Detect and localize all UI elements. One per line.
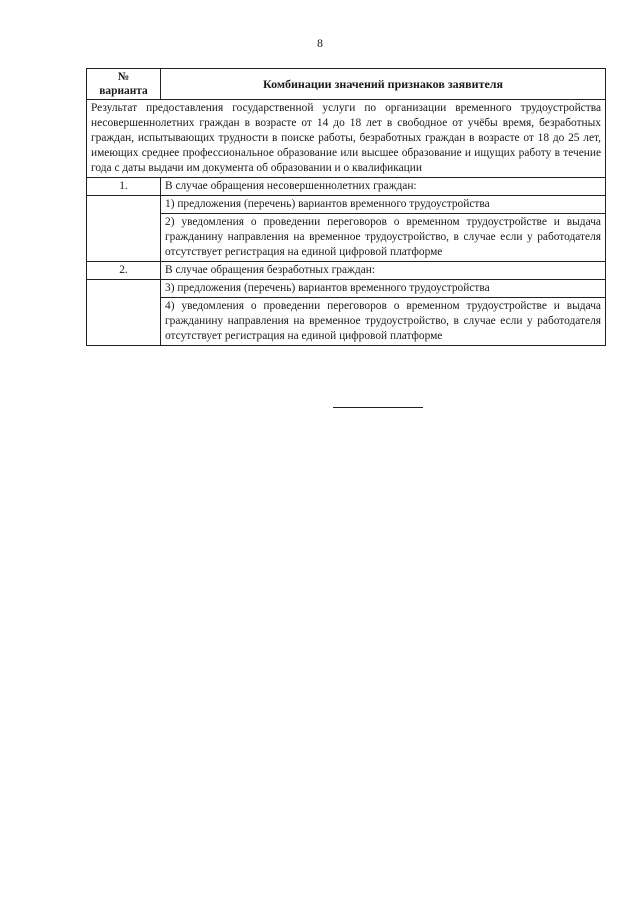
variant-item: 2) уведомления о проведении переговоров о временном трудоустройстве и выдача гражданину направления на временное трудоустройство, в случае если у работодателя отсутствует регистрация на единой цифровой платформе bbox=[161, 214, 606, 262]
empty-cell bbox=[87, 196, 161, 262]
variant-item: 4) уведомления о проведении переговоров о временном трудоустройстве и выдача гражданину направления на временное трудоустройство, в случае если у работодателя отсутствует регистрация на единой цифровой платформе bbox=[161, 298, 606, 346]
end-separator-line bbox=[333, 407, 423, 408]
table-header-row bbox=[87, 69, 606, 100]
table-row bbox=[87, 298, 606, 346]
variant-number-header-label: варианта bbox=[99, 85, 148, 97]
variant-number: 2. bbox=[87, 262, 161, 280]
variant-number: 1. bbox=[87, 178, 161, 196]
variant-case: В случае обращения безработных граждан: bbox=[161, 262, 606, 280]
result-row bbox=[87, 100, 606, 178]
table-row bbox=[87, 262, 606, 280]
table-row bbox=[87, 214, 606, 262]
page-number: 8 bbox=[317, 36, 323, 50]
table-row bbox=[87, 280, 606, 298]
table-row bbox=[87, 196, 606, 214]
variant-case: В случае обращения несовершеннолетних граждан: bbox=[161, 178, 606, 196]
combinations-header: Комбинации значений признаков заявителя bbox=[161, 69, 606, 100]
variant-item: 1) предложения (перечень) вариантов временного трудоустройства bbox=[161, 196, 606, 214]
variant-number-header-symbol: № bbox=[117, 71, 130, 83]
variant-number-header bbox=[87, 69, 161, 100]
empty-cell bbox=[87, 280, 161, 346]
result-description: Результат предоставления государственной услуги по организации временного трудоустройства несовершеннолетних граждан в возрасте от 14 до 18 лет в свободное от учёбы время, безработных граждан, испытывающих трудности в поиске работы, безработных граждан в возрасте от 18 до 25 лет, имеющих среднее профессиональное образование или высшее образование и ищущих работу в течение года с даты выдачи им документа об образовании и о квалификации bbox=[87, 100, 606, 178]
variants-table bbox=[86, 68, 606, 346]
variant-item: 3) предложения (перечень) вариантов временного трудоустройства bbox=[161, 280, 606, 298]
table-row bbox=[87, 178, 606, 196]
